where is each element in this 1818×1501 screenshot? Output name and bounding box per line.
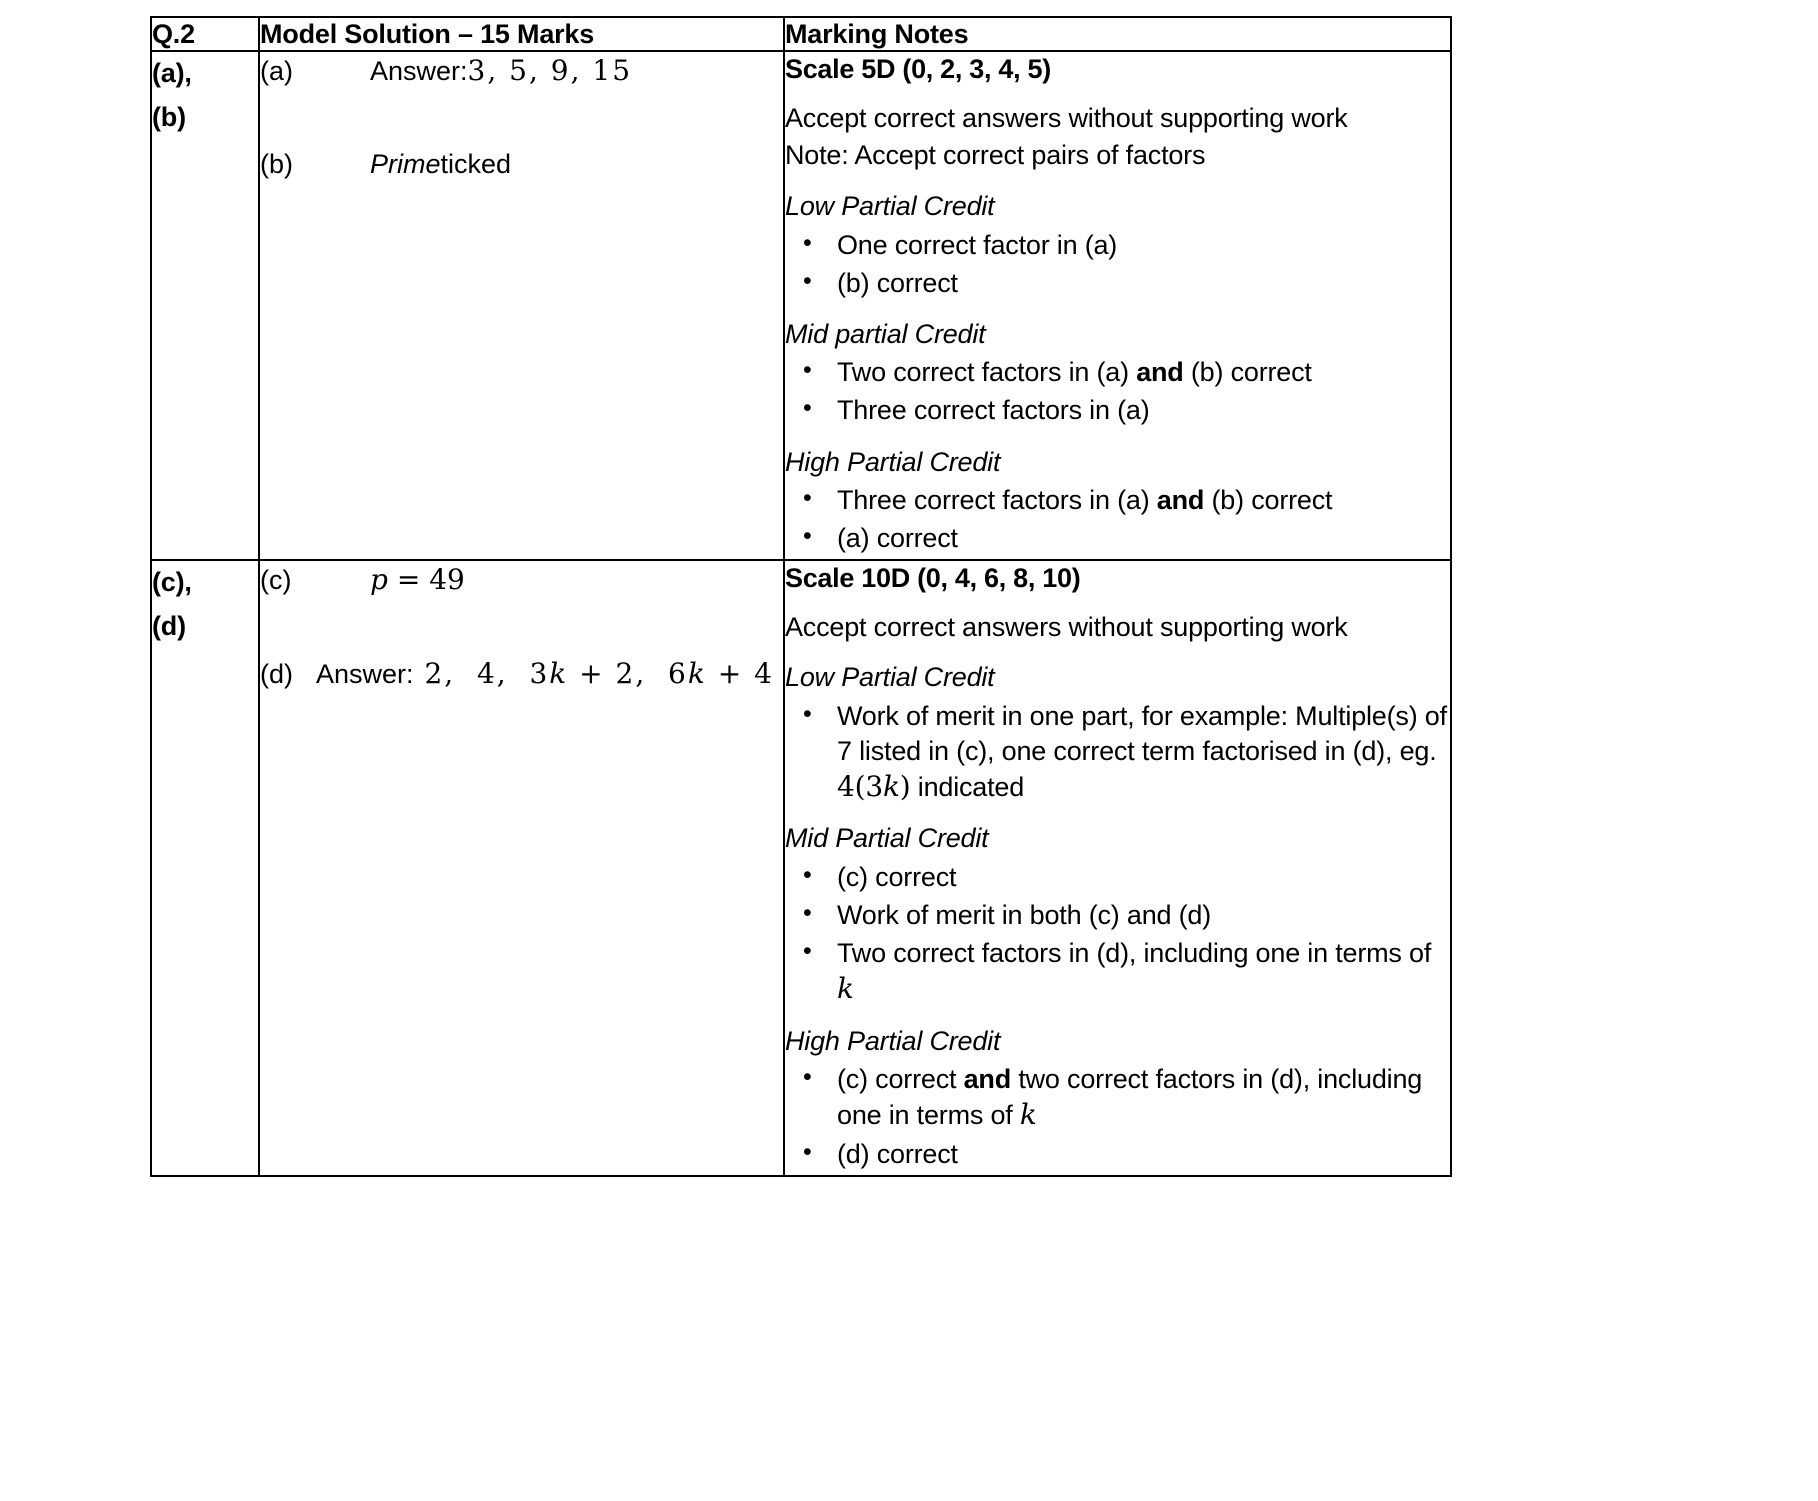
solution-answer-word-d: Answer:: [316, 659, 414, 690]
solution-answer-values-a: 3, 5, 9, 15: [467, 54, 633, 88]
credit-text-post: indicated: [910, 772, 1025, 803]
solution-ticked-word: ticked: [440, 149, 512, 180]
list-item: [785, 393, 1450, 428]
high-partial-credit-list-1: [785, 483, 1450, 556]
high-partial-credit-list-2: [785, 1062, 1450, 1172]
list-item: [785, 1062, 1450, 1133]
credit-emphasis: and: [1136, 357, 1184, 388]
low-partial-credit-list-2: [785, 699, 1450, 806]
marking-scheme-table: [150, 16, 1452, 1177]
solution-spacer: [260, 599, 783, 655]
credit-text-post: (b) correct: [1183, 357, 1312, 388]
list-item: [785, 521, 1450, 556]
list-item: [785, 860, 1450, 895]
credit-text: (c) correct: [837, 1064, 964, 1095]
header-model-solution: Model Solution – 15 Marks: [259, 17, 784, 51]
credit-text: Two correct factors in (d), including one in terms of: [837, 938, 1432, 969]
mid-partial-credit-list-2: [785, 860, 1450, 1008]
solution-label-c: (c): [260, 565, 292, 596]
credit-text: Work of merit in one part, for example: Multiple(s) of 7 listed in (c), one correct term factorised in (d), eg.: [837, 700, 1447, 766]
solution-spacer: [260, 90, 783, 146]
credit-text: Three correct factors in (a): [837, 395, 1150, 426]
table-header: [151, 17, 1451, 51]
credit-text: Two correct factors in (a): [837, 357, 1137, 388]
solution-line-d: [260, 655, 783, 693]
list-item: [785, 699, 1450, 806]
header-marking-notes: Marking Notes: [784, 17, 1451, 51]
list-item: [785, 228, 1450, 263]
list-item: [785, 483, 1450, 518]
question-parts-cd: [151, 560, 259, 1176]
credit-text-post: (b) correct: [1204, 485, 1333, 516]
table-body: [151, 51, 1451, 1175]
solution-p-equals-49: p = 49: [370, 563, 465, 597]
question-part-c: (c),: [152, 567, 192, 598]
accept-note-1: Accept correct answers without supporting work: [785, 102, 1348, 133]
solution-label-b: (b): [260, 149, 293, 180]
marking-notes-cd: [784, 560, 1451, 1176]
credit-math-k: k: [837, 972, 854, 1006]
mid-partial-credit-list-1: [785, 355, 1450, 428]
solution-line-a: [260, 52, 783, 90]
solution-answer-word-a: Answer:: [370, 56, 468, 87]
model-solution-cd: [259, 560, 784, 1176]
accept-note-2: Accept correct answers without supporting work: [785, 611, 1348, 642]
scale-heading-10d: Scale 10D (0, 4, 6, 8, 10): [785, 563, 1081, 594]
low-partial-credit-heading-1: Low Partial Credit: [785, 191, 995, 222]
solution-label-d: (d): [260, 659, 293, 690]
list-item: [785, 355, 1450, 390]
list-item: [785, 266, 1450, 301]
solution-answer-values-d: 2, 4, 3k + 2, 6k + 4: [413, 657, 774, 691]
credit-text: (a) correct: [837, 523, 958, 554]
credit-text: (b) correct: [837, 267, 958, 298]
credit-emphasis: and: [963, 1064, 1012, 1095]
question-part-b: (b): [152, 102, 186, 133]
list-item: [785, 1137, 1450, 1172]
credit-math-4-3k: 4(3k): [837, 770, 911, 804]
table-row: [151, 560, 1451, 1176]
header-row: [151, 17, 1451, 51]
credit-emphasis: and: [1156, 485, 1205, 516]
question-parts-ab: [151, 51, 259, 560]
mid-partial-credit-heading-2: Mid Partial Credit: [785, 823, 989, 854]
marking-notes-ab: [784, 51, 1451, 560]
credit-text: Work of merit in both (c) and (d): [837, 900, 1212, 931]
list-item: [785, 936, 1450, 1007]
scale-heading-5d: Scale 5D (0, 2, 3, 4, 5): [785, 54, 1051, 85]
low-partial-credit-heading-2: Low Partial Credit: [785, 662, 995, 693]
credit-text: Three correct factors in (a): [837, 485, 1157, 516]
credit-text: (c) correct: [837, 862, 957, 892]
credit-text: One correct factor in (a): [837, 229, 1118, 260]
question-part-d: (d): [152, 610, 186, 641]
model-solution-ab: [259, 51, 784, 560]
credit-text-post: two correct factors in (d), including one in terms of: [837, 1064, 1423, 1131]
solution-line-c: [260, 561, 783, 599]
solution-label-a: (a): [260, 56, 293, 87]
pairs-note: Note: Accept correct pairs of factors: [785, 140, 1206, 171]
list-item: [785, 898, 1450, 933]
solution-prime-italic: Prime: [370, 149, 441, 180]
credit-text: (d) correct: [837, 1138, 958, 1169]
mid-partial-credit-heading-1: Mid partial Credit: [785, 318, 986, 349]
high-partial-credit-heading-2: High Partial Credit: [785, 1025, 1001, 1056]
high-partial-credit-heading-1: High Partial Credit: [785, 446, 1001, 477]
header-question: Q.2: [151, 17, 259, 51]
table-row: [151, 51, 1451, 560]
solution-line-b: [260, 146, 783, 182]
credit-math-k: k: [1019, 1098, 1037, 1132]
question-part-a: (a),: [152, 58, 192, 89]
low-partial-credit-list-1: [785, 228, 1450, 301]
